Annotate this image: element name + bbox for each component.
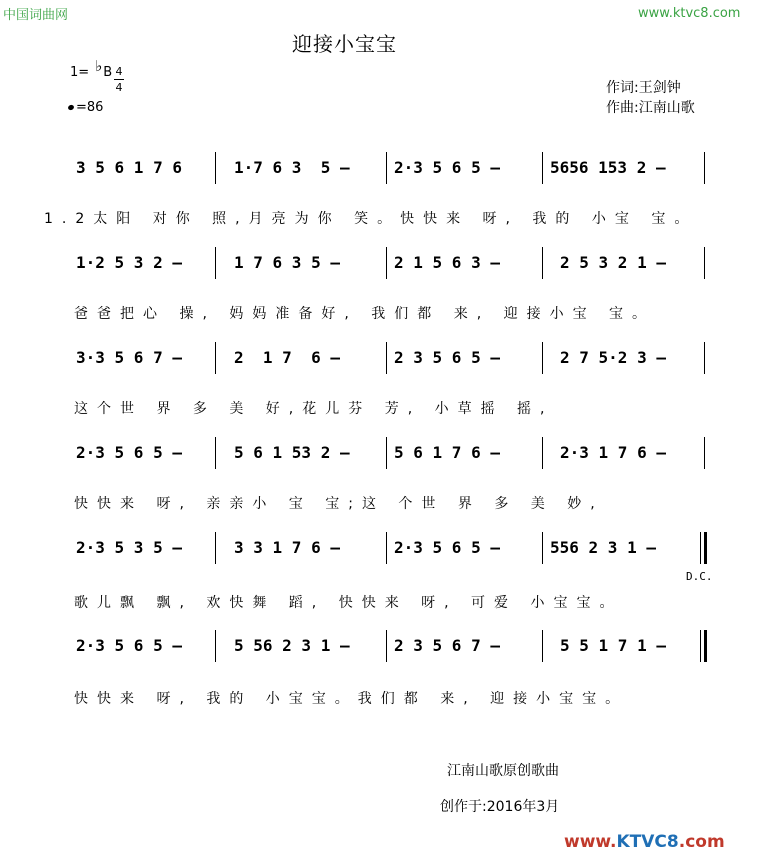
barline	[704, 437, 705, 469]
song-title: 迎接小宝宝	[292, 32, 397, 56]
footer-creation-date: 创作于:2016年3月	[440, 799, 560, 815]
logo-part-1: www.	[564, 832, 617, 852]
barline	[542, 152, 543, 184]
lyrics-line-2: 爸爸把心 操, 妈妈准备好, 我们都 来, 迎接小宝 宝。	[74, 306, 656, 322]
flat-symbol: ♭	[95, 57, 103, 75]
measure-1-3: 2·3 5 6 5 –	[394, 158, 500, 177]
barline	[704, 247, 705, 279]
measure-2-2: 1 7 6 3 5 –	[234, 253, 340, 272]
barline	[386, 342, 387, 374]
site-logo	[564, 832, 754, 856]
measure-6-3: 2 3 5 6 7 –	[394, 636, 500, 655]
measure-4-3: 5 6 1 7 6 –	[394, 443, 500, 462]
footer-original-song: 江南山歌原创歌曲	[447, 763, 559, 779]
final-barline-thin	[700, 630, 701, 662]
time-bottom: 4	[115, 81, 123, 94]
lyrics-line-6: 快快来 呀, 我的 小宝宝。我们都 来, 迎接小宝宝。	[74, 691, 629, 707]
measure-5-3: 2·3 5 6 5 –	[394, 538, 500, 557]
logo-text	[564, 832, 725, 852]
lyrics-line-1: 1.2太阳 对你 照,月亮为你 笑。快快来 呀, 我的 小宝 宝。	[44, 211, 698, 227]
measure-1-2: 1·7 6 3 5 –	[234, 158, 350, 177]
barline	[215, 247, 216, 279]
measure-1-4: 5656 153 2 –	[550, 158, 666, 177]
barline	[542, 630, 543, 662]
barline	[386, 247, 387, 279]
barline	[386, 437, 387, 469]
lyrics-line-4: 快快来 呀, 亲亲小 宝 宝;这 个世 界 多 美 妙,	[74, 496, 604, 512]
barline	[704, 342, 705, 374]
measure-6-4: 5 5 1 7 1 –	[560, 636, 666, 655]
key-note: B	[103, 65, 113, 80]
watermark-right: www.ktvc8.com	[638, 6, 741, 21]
measure-2-1: 1·2 5 3 2 –	[76, 253, 182, 272]
watermark-left: 中国词曲网	[3, 8, 69, 23]
measure-3-4: 2 7 5·2 3 –	[560, 348, 666, 367]
measure-4-1: 2·3 5 6 5 –	[76, 443, 182, 462]
measure-6-2: 5 56 2 3 1 –	[234, 636, 350, 655]
quarter-note-icon	[67, 104, 74, 111]
time-signature	[114, 64, 124, 95]
measure-5-2: 3 3 1 7 6 –	[234, 538, 340, 557]
barline	[215, 342, 216, 374]
barline	[386, 630, 387, 662]
barline	[386, 532, 387, 564]
barline	[542, 247, 543, 279]
barline	[542, 437, 543, 469]
logo-part-2: KTVC8	[616, 832, 679, 852]
barline	[215, 630, 216, 662]
measure-6-1: 2·3 5 6 5 –	[76, 636, 182, 655]
dc-marking: D.C.	[686, 570, 713, 583]
time-divider	[114, 79, 124, 80]
barline	[542, 342, 543, 374]
lyrics-line-3: 这个世 界 多 美 好,花儿芬 芳, 小草摇 摇,	[74, 401, 554, 417]
measure-3-2: 2 1 7 6 –	[234, 348, 340, 367]
measure-4-4: 2·3 1 7 6 –	[560, 443, 666, 462]
barline	[215, 437, 216, 469]
tempo-marking	[68, 100, 103, 115]
measure-5-1: 2·3 5 3 5 –	[76, 538, 182, 557]
barline	[542, 532, 543, 564]
lyricist-credit: 作词:王剑钟	[606, 80, 681, 96]
composer-credit: 作曲:江南山歌	[606, 100, 695, 116]
barline	[386, 152, 387, 184]
barline	[215, 152, 216, 184]
barline	[704, 152, 705, 184]
measure-2-3: 2 1 5 6 3 –	[394, 253, 500, 272]
measure-4-2: 5 6 1 53 2 –	[234, 443, 350, 462]
time-top: 4	[115, 65, 123, 78]
measure-3-1: 3·3 5 6 7 –	[76, 348, 182, 367]
key-signature	[70, 57, 113, 80]
measure-2-4: 2 5 3 2 1 –	[560, 253, 666, 272]
measure-3-3: 2 3 5 6 5 –	[394, 348, 500, 367]
lyrics-line-5: 歌儿飘 飘, 欢快舞 蹈, 快快来 呀, 可爱 小宝宝。	[74, 595, 623, 611]
barline	[215, 532, 216, 564]
tempo-value: =86	[76, 100, 104, 115]
measure-5-4: 556 2 3 1 –	[550, 538, 656, 557]
double-barline-thick	[704, 532, 707, 564]
double-barline-thin	[700, 532, 701, 564]
final-barline-thick	[704, 630, 707, 662]
key-prefix: 1=	[70, 65, 90, 80]
logo-part-3: .com	[678, 832, 725, 852]
measure-1-1: 3 5 6 1 7 6	[76, 158, 182, 177]
